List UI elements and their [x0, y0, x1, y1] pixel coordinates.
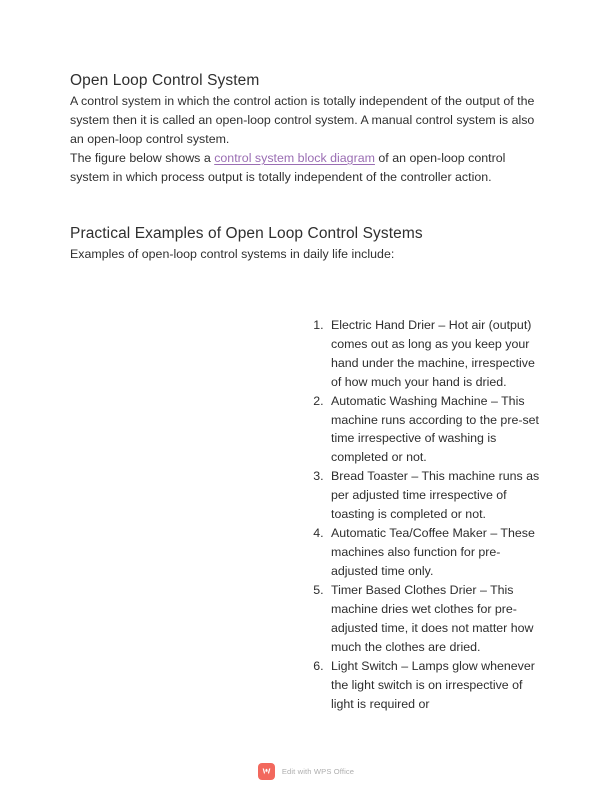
list-item: 6. Light Switch – Lamps glow whenever the light switch is on irrespective of light is required or — [327, 657, 542, 714]
examples-list-container — [70, 316, 542, 714]
control-system-block-diagram-link[interactable]: control system block diagram — [214, 150, 375, 165]
paragraph-text-after-link: of an open-loop control system in which process output is totally independent of the controller action. — [70, 150, 506, 184]
examples-ordered-list — [305, 316, 542, 714]
heading-2-container — [70, 187, 542, 245]
document-content — [70, 60, 542, 714]
paragraph-definition: A control system in which the control action is totally independent of the output of the system then it is called an open-loop control system. A manual control system is also an open-loop control system. — [70, 93, 535, 146]
list-item: 1. Electric Hand Drier – Hot air (output) comes out as long as you keep your hand under the machine, irrespective of how much your hand is dried. — [327, 316, 542, 392]
wps-badge-label: Edit with WPS Office — [281, 767, 355, 776]
paragraph-figure-reference — [70, 149, 542, 187]
list-item: 3. Bread Toaster – This machine runs as per adjusted time irrespective of toasting is completed or not. — [327, 467, 542, 524]
paragraph-text-before-link: The figure below shows a — [70, 150, 215, 165]
list-item: 5. Timer Based Clothes Drier – This machine dries wet clothes for pre-adjusted time, it does not matter how much the clothes are dried. — [327, 581, 542, 657]
paragraph-examples-intro: Examples of open-loop control systems in daily life include: — [70, 246, 395, 261]
list-item: 2. Automatic Washing Machine – This machine runs according to the pre-set time irrespective of washing is completed or not. — [327, 392, 542, 468]
section-heading-practical-examples: Practical Examples of Open Loop Control Systems — [70, 224, 423, 242]
list-item: 4. Automatic Tea/Coffee Maker – These machines also function for pre-adjusted time only. — [327, 524, 542, 581]
figure-placeholder — [70, 264, 542, 316]
heading-1-container — [70, 60, 542, 92]
wps-w-icon — [258, 763, 275, 780]
page-title: Open Loop Control System — [70, 72, 260, 89]
wps-office-badge[interactable] — [0, 763, 612, 780]
